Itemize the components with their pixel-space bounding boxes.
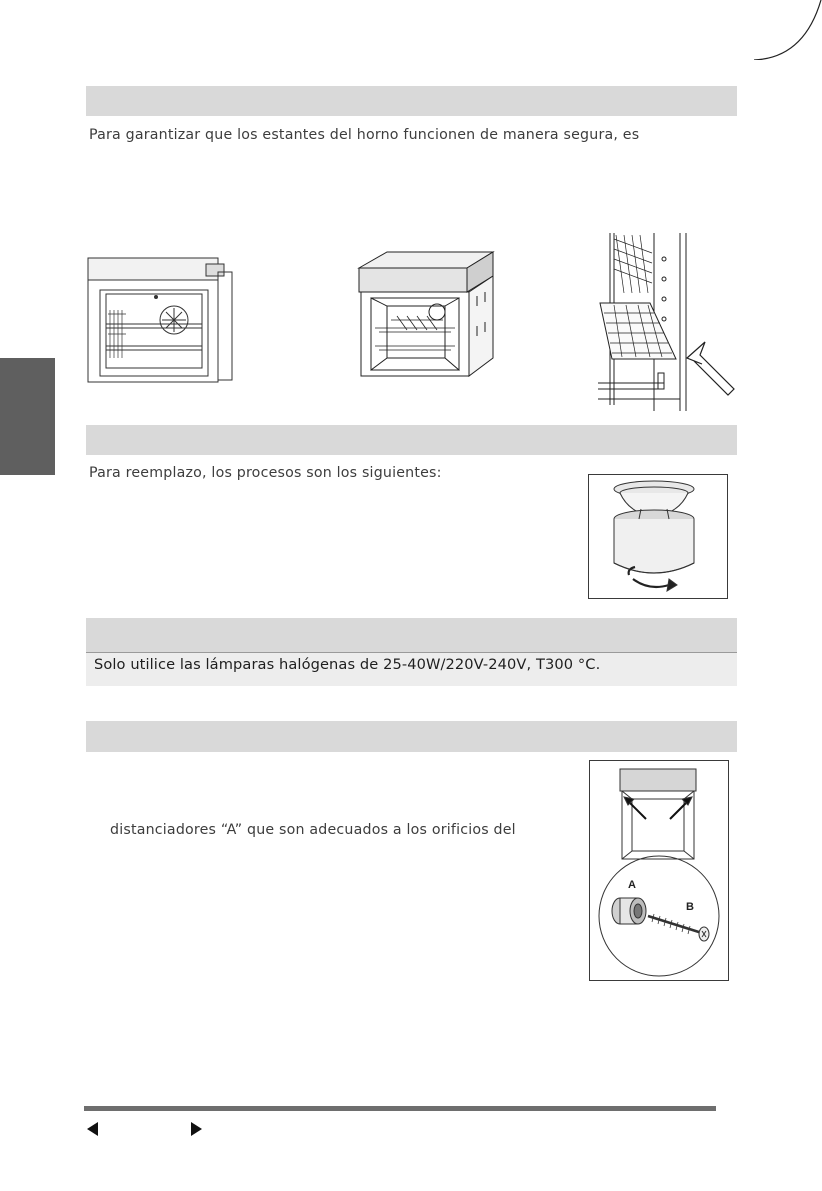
previous-page-button[interactable] xyxy=(85,1121,101,1137)
next-page-button[interactable] xyxy=(189,1121,205,1137)
triangle-left-icon xyxy=(85,1121,101,1137)
section-bar-lamp xyxy=(86,425,737,455)
installation-spacer-illustration xyxy=(589,760,729,981)
section-bar-note xyxy=(86,618,737,652)
oven-perspective-illustration xyxy=(357,246,499,380)
lamp-intro-text: Para reemplazo, los procesos son los siguientes: xyxy=(89,465,442,481)
lamp-cover-illustration xyxy=(588,474,728,599)
spacer-label-a: A xyxy=(628,879,636,891)
side-chapter-tab xyxy=(0,358,55,475)
shelves-intro-text: Para garantizar que los estantes del horno funcionen de manera segura, es xyxy=(89,127,640,143)
section-bar-shelves xyxy=(86,86,737,116)
screw-label-b: B xyxy=(686,901,694,913)
oven-front-illustration xyxy=(86,254,236,384)
halogen-lamp-note: Solo utilice las lámparas halógenas de 25-40W/220V-240V, T300 °C. xyxy=(94,656,601,673)
page-corner-mark xyxy=(754,0,822,60)
triangle-right-icon xyxy=(189,1121,205,1137)
section-bar-installation xyxy=(86,721,737,752)
shelf-insertion-illustration xyxy=(594,233,740,411)
installation-text: distanciadores “A” que son adecuados a los orificios del xyxy=(110,822,516,838)
footer-rule xyxy=(84,1106,716,1111)
